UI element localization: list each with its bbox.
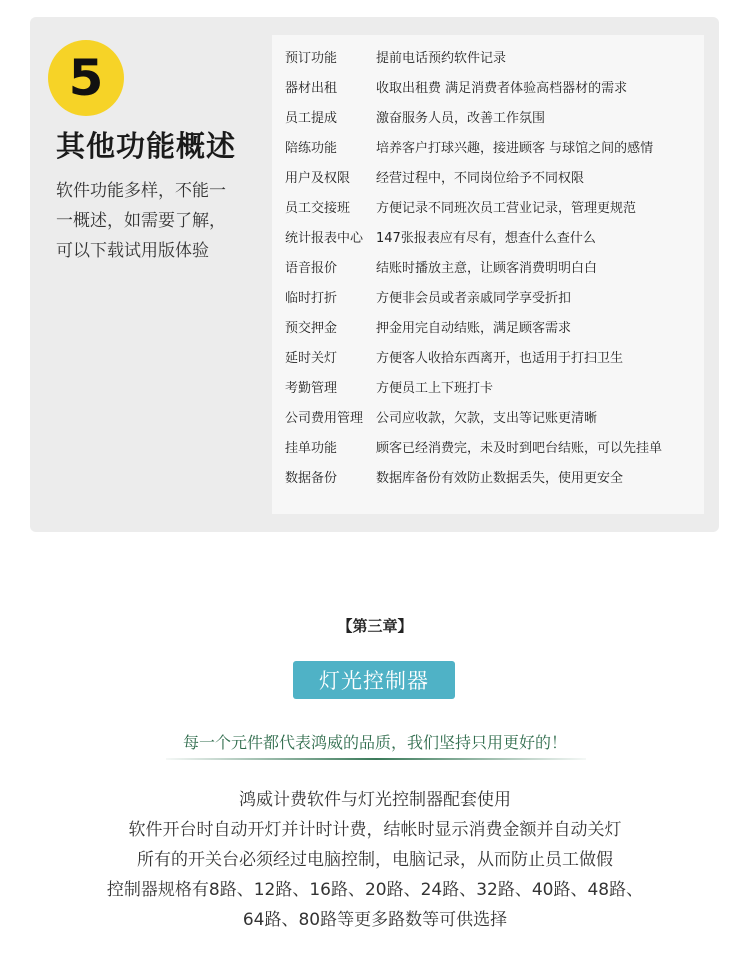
feature-name: 挂单功能	[285, 441, 338, 456]
chapter-label: 【第三章】	[337, 617, 413, 635]
section-description-line: 软件功能多样，不能一	[56, 181, 226, 201]
slogan: 每一个元件都代表鸿威的品质，我们坚持只用更好的！	[182, 733, 567, 752]
body-line: 控制器规格有8路、12路、16路、20路、24路、32路、40路、48路、	[106, 880, 644, 900]
feature-desc: 方便记录不同班次员工营业记录，管理更规范	[376, 201, 637, 216]
feature-row	[272, 134, 704, 164]
feature-row	[272, 74, 704, 104]
feature-row	[272, 164, 704, 194]
feature-row	[272, 44, 704, 74]
feature-table	[272, 35, 704, 514]
feature-name: 延时关灯	[285, 351, 338, 366]
feature-row	[272, 344, 704, 374]
slogan-underline	[166, 758, 586, 760]
feature-desc: 激奋服务人员，改善工作氛围	[376, 111, 546, 126]
feature-name: 用户及权限	[285, 171, 351, 186]
feature-desc: 方便非会员或者亲戚同学享受折扣	[376, 291, 572, 306]
feature-row	[272, 314, 704, 344]
feature-desc: 数据库备份有效防止数据丢失，使用更安全	[376, 471, 624, 486]
feature-row	[272, 374, 704, 404]
feature-row	[272, 104, 704, 134]
section-description-line: 一概述，如需要了解，	[56, 211, 226, 231]
feature-desc: 培养客户打球兴趣，接进顾客 与球馆之间的感情	[376, 141, 654, 156]
feature-row	[272, 284, 704, 314]
feature-name: 员工交接班	[285, 201, 351, 216]
feature-desc: 147张报表应有尽有，想查什么查什么	[376, 231, 596, 246]
feature-desc: 结账时播放主意，让顾客消费明明白白	[376, 261, 598, 276]
feature-desc: 提前电话预约软件记录	[376, 51, 507, 66]
feature-desc: 方便员工上下班打卡	[376, 381, 494, 396]
feature-row	[272, 434, 704, 464]
feature-name: 预交押金	[285, 321, 338, 336]
feature-name: 公司费用管理	[285, 411, 364, 426]
feature-row	[272, 464, 704, 494]
feature-desc: 经营过程中，不同岗位给予不同权限	[376, 171, 585, 186]
feature-name: 器材出租	[285, 81, 338, 96]
section-number: 5	[68, 49, 104, 107]
section-description-line: 可以下载试用版体验	[56, 241, 209, 261]
feature-desc: 押金用完自动结账，满足顾客需求	[376, 321, 572, 336]
feature-desc: 方便客人收拾东西离开，也适用于打扫卫生	[376, 351, 624, 366]
chapter-body	[0, 785, 750, 935]
body-line: 软件开台时自动开灯并计时计费，结帐时显示消费金额并自动关灯	[128, 820, 622, 840]
feature-row	[272, 194, 704, 224]
chapter-title: 灯光控制器	[319, 669, 429, 693]
body-line: 鸿威计费软件与灯光控制器配套使用	[239, 790, 511, 810]
feature-name: 预订功能	[285, 51, 338, 66]
body-line: 所有的开关台必须经过电脑控制，电脑记录，从而防止员工做假	[137, 850, 613, 870]
feature-desc: 收取出租费 满足消费者体验高档器材的需求	[376, 81, 628, 96]
feature-row	[272, 224, 704, 254]
section-number-badge	[48, 40, 124, 116]
body-line: 64路、80路等更多路数等可供选择	[242, 910, 508, 930]
feature-name: 考勤管理	[285, 381, 338, 396]
feature-row	[272, 254, 704, 284]
chapter-title-banner	[293, 661, 455, 699]
feature-row	[272, 404, 704, 434]
section-title: 其他功能概述	[56, 129, 237, 163]
feature-name: 语音报价	[285, 261, 338, 276]
feature-desc: 公司应收款，欠款，支出等记账更清晰	[376, 411, 598, 426]
section-description	[56, 176, 246, 266]
feature-name: 临时打折	[285, 291, 338, 306]
feature-name: 员工提成	[285, 111, 338, 126]
feature-name: 数据备份	[285, 471, 338, 486]
feature-name: 统计报表中心	[285, 231, 364, 246]
feature-name: 陪练功能	[285, 141, 338, 156]
feature-desc: 顾客已经消费完，未及时到吧台结账，可以先挂单	[376, 441, 663, 456]
